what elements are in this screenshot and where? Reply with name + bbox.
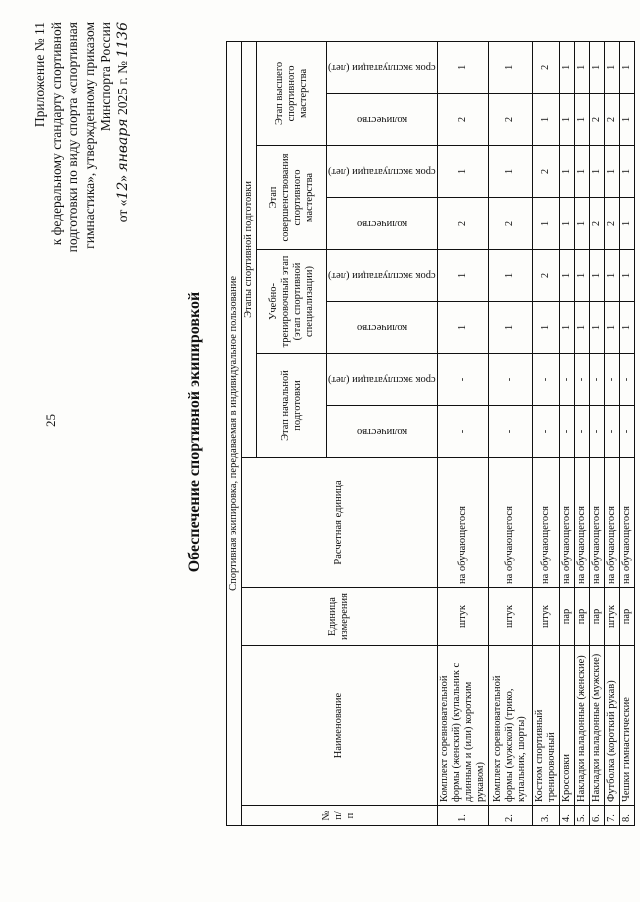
handwritten-day: 12 <box>114 181 131 200</box>
value-cell: 1 <box>488 146 532 198</box>
item-calc-unit: на обучающегося <box>559 458 574 588</box>
item-name: Костюм спортивный тренировочный <box>532 646 559 806</box>
value-cell: 1 <box>574 41 589 93</box>
value-cell: - <box>559 406 574 458</box>
top-header: Спортивная экипировка, передаваемая в индивидуальное пользование <box>227 41 242 825</box>
term-header: срок эксплуатации (лет) <box>327 146 438 198</box>
value-cell: 2 <box>532 146 559 198</box>
item-name: Чешки гимнастические <box>619 646 634 806</box>
item-unit: штук <box>532 588 559 646</box>
qty-header: количество <box>327 94 438 146</box>
value-cell: - <box>488 354 532 406</box>
item-calc-unit: на обучающегося <box>488 458 532 588</box>
qty-header: количество <box>327 302 438 354</box>
value-cell: - <box>437 354 488 406</box>
item-unit: пар <box>619 588 634 646</box>
value-cell: 1 <box>559 302 574 354</box>
value-cell: 2 <box>532 41 559 93</box>
item-calc-unit: на обучающегося <box>604 458 619 588</box>
item-calc-unit: на обучающегося <box>532 458 559 588</box>
value-cell: 1 <box>532 198 559 250</box>
table-row <box>437 41 488 825</box>
value-cell: - <box>488 406 532 458</box>
item-name: Футболка (короткий рукав) <box>604 646 619 806</box>
table-row <box>619 41 634 825</box>
col-calc-header: Расчетная единица <box>242 458 438 588</box>
equipment-table <box>226 41 635 826</box>
table-row <box>559 41 574 825</box>
value-cell: 1 <box>589 302 604 354</box>
item-name: Накладки наладонные (женские) <box>574 646 589 806</box>
item-name: Накладки наладонные (мужские) <box>589 646 604 806</box>
value-cell: - <box>574 406 589 458</box>
item-calc-unit: на обучающегося <box>574 458 589 588</box>
value-cell: - <box>589 354 604 406</box>
table-body <box>437 41 634 825</box>
value-cell: 1 <box>574 302 589 354</box>
value-cell: - <box>619 354 634 406</box>
value-cell: - <box>589 406 604 458</box>
value-cell: 1 <box>619 146 634 198</box>
value-cell: 2 <box>488 198 532 250</box>
value-cell: 1 <box>559 146 574 198</box>
value-cell: 1 <box>437 146 488 198</box>
value-cell: 1 <box>532 302 559 354</box>
value-cell: 1 <box>619 198 634 250</box>
value-cell: 1 <box>619 94 634 146</box>
value-cell: - <box>559 354 574 406</box>
item-name: Кроссовки <box>559 646 574 806</box>
table-row <box>532 41 559 825</box>
row-number: 4. <box>559 806 574 826</box>
stages-header: Этапы спортивной подготовки <box>242 41 257 457</box>
row-number: 8. <box>619 806 634 826</box>
value-cell: 1 <box>619 41 634 93</box>
table-row <box>488 41 532 825</box>
value-cell: 1 <box>574 198 589 250</box>
value-cell: 2 <box>589 198 604 250</box>
value-cell: 1 <box>559 198 574 250</box>
value-cell: 1 <box>488 302 532 354</box>
appendix-line-2: к федеральному стандарту спортивной <box>48 22 64 246</box>
item-name: Комплект соревновательной формы (мужской) (трико, купальник, шорты) <box>488 646 532 806</box>
value-cell: 2 <box>604 94 619 146</box>
item-name: Комплект соревновательной формы (женский) (купальник с длинным и (или) коротким рукавом) <box>437 646 488 806</box>
appendix-line-3: подготовки по виду спорта «спортивная <box>65 22 80 253</box>
item-unit: пар <box>574 588 589 646</box>
appendix-date-line: от «12» января 2025 г. № 1136 <box>114 22 131 223</box>
value-cell: 1 <box>589 41 604 93</box>
value-cell: 1 <box>488 41 532 93</box>
stage-header: Этап совершенствования спортивного мастерства <box>257 146 327 250</box>
qty-header: количество <box>327 406 438 458</box>
value-cell: 1 <box>437 250 488 302</box>
row-number: 2. <box>488 806 532 826</box>
value-cell: - <box>574 354 589 406</box>
value-cell: 1 <box>589 146 604 198</box>
value-cell: 2 <box>437 94 488 146</box>
row-number: 1. <box>437 806 488 826</box>
table-row <box>574 41 589 825</box>
col-unit-header: Единица измерения <box>242 588 438 646</box>
value-cell: 1 <box>574 146 589 198</box>
value-cell: 1 <box>437 41 488 93</box>
value-cell: - <box>437 406 488 458</box>
value-cell: 1 <box>532 94 559 146</box>
appendix-block <box>32 22 131 312</box>
appendix-line-5: Минспорта России <box>98 22 113 132</box>
value-cell: 1 <box>574 250 589 302</box>
value-cell: 2 <box>437 198 488 250</box>
item-calc-unit: на обучающегося <box>437 458 488 588</box>
value-cell: 1 <box>574 94 589 146</box>
item-unit: штук <box>604 588 619 646</box>
appendix-line-1: Приложение № 11 <box>32 22 47 128</box>
item-calc-unit: на обучающегося <box>589 458 604 588</box>
value-cell: 1 <box>619 302 634 354</box>
item-unit: пар <box>559 588 574 646</box>
item-unit: пар <box>589 588 604 646</box>
value-cell: 2 <box>589 94 604 146</box>
value-cell: - <box>604 354 619 406</box>
col-name-header: Наименование <box>242 646 438 806</box>
value-cell: 1 <box>619 250 634 302</box>
table-row <box>604 41 619 825</box>
table-row <box>589 41 604 825</box>
stage-header: Этап высшего спортивного мастерства <box>257 41 327 145</box>
stage-header: Учебно-тренировочный этап (этап спортивной специализации) <box>257 250 327 354</box>
row-number: 5. <box>574 806 589 826</box>
value-cell: 2 <box>532 250 559 302</box>
handwritten-order-number: 1136 <box>114 22 131 58</box>
row-number: 7. <box>604 806 619 826</box>
stage-header: Этап начальной подготовки <box>257 354 327 458</box>
handwritten-month: января <box>114 118 131 172</box>
value-cell: 1 <box>488 250 532 302</box>
item-unit: штук <box>488 588 532 646</box>
row-number: 3. <box>532 806 559 826</box>
appendix-line-4: гимнастика», утвержденному приказом <box>81 22 97 249</box>
row-number: 6. <box>589 806 604 826</box>
page-number: 25 <box>43 414 58 427</box>
page-title: Обеспечение спортивной экипировкой <box>186 291 203 573</box>
value-cell: 1 <box>604 146 619 198</box>
value-cell: 1 <box>437 302 488 354</box>
item-calc-unit: на обучающегося <box>619 458 634 588</box>
value-cell: 1 <box>559 94 574 146</box>
value-cell: 1 <box>604 250 619 302</box>
value-cell: - <box>604 406 619 458</box>
value-cell: 1 <box>559 250 574 302</box>
value-cell: 2 <box>488 94 532 146</box>
col-no-header: № п/п <box>242 806 438 826</box>
value-cell: 1 <box>604 41 619 93</box>
qty-header: количество <box>327 198 438 250</box>
value-cell: - <box>619 406 634 458</box>
item-unit: штук <box>437 588 488 646</box>
value-cell: - <box>532 354 559 406</box>
term-header: срок эксплуатации (лет) <box>327 354 438 406</box>
value-cell: 1 <box>589 250 604 302</box>
value-cell: 1 <box>604 302 619 354</box>
term-header: срок эксплуатации (лет) <box>327 41 438 93</box>
value-cell: 2 <box>604 198 619 250</box>
value-cell: 1 <box>559 41 574 93</box>
term-header: срок эксплуатации (лет) <box>327 250 438 302</box>
value-cell: - <box>532 406 559 458</box>
